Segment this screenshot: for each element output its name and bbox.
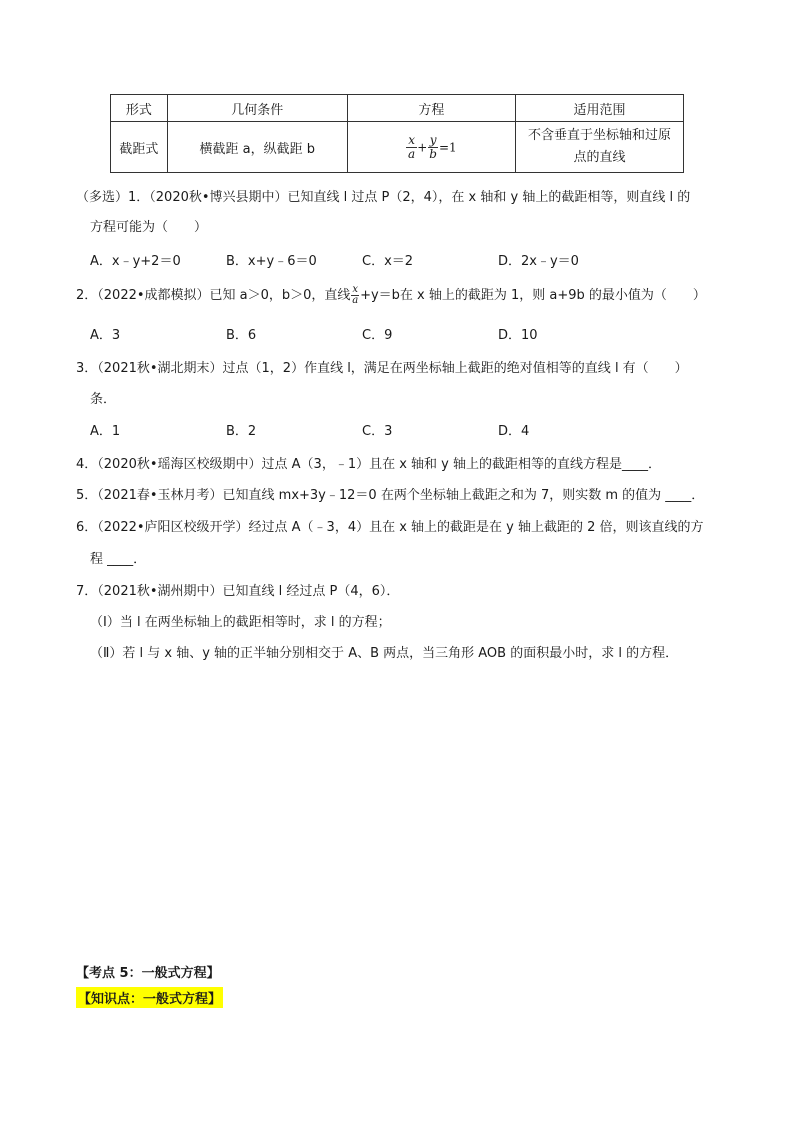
q2-option-c: C．9: [362, 328, 393, 343]
cell-condition: 横截距 a，纵截距 b: [167, 122, 347, 173]
intercept-form-table: [110, 94, 684, 173]
q2-option-a: A．3: [90, 328, 121, 343]
q3-option-c: C．3: [362, 424, 393, 439]
q3-line1: 3．（2021秋•湖北期末）过点（1，2）作直线 l，满足在两坐标轴上截距的绝对值相等的直线 l 有（ ）: [76, 361, 688, 376]
q1-options: [90, 250, 634, 269]
q1-option-c: C．x＝2: [362, 254, 414, 269]
q5-line: 5．（2021春•玉林月考）已知直线 mx+3y﹣12＝0 在两个坐标轴上截距之和为 7，则实数 m 的值为 ____．: [76, 488, 705, 503]
q7-part2: （Ⅱ）若 l 与 x 轴、y 轴的正半轴分别相交于 A、B 两点，当三角形 AOB 的面积最小时，求 l 的方程．: [90, 646, 679, 661]
q2-line1: 2．（2022•成都模拟）已知 a＞0，b＞0，直线 $\frac{x}{a}$ +y＝b在 x 轴上的截距为 1，则 a+9b 的最小值为（ ）: [76, 284, 706, 306]
q3-option-b: B．2: [226, 424, 257, 439]
q3-option-a: A．1: [90, 424, 121, 439]
header-scope: 适用范围: [515, 95, 683, 122]
cell-equation: $\frac{x}{a}$ + $\frac{y}{b}$ =1: [347, 122, 515, 173]
table-row: [111, 122, 684, 173]
section-zhishidian-heading: 【知识点：一般式方程】: [76, 987, 223, 1008]
fraction-x-over-a-inline: $\frac{x}{a}$: [352, 284, 359, 306]
q1-line1: （多选）1．（2020秋•博兴县期中）已知直线 l 过点 P（2，4），在 x 轴和 y 轴上的截距相等，则直线 l 的: [76, 190, 691, 205]
header-form: 形式: [111, 95, 168, 122]
q1-option-a: A．x﹣y+2＝0: [90, 254, 181, 269]
q7-part1: （Ⅰ）当 l 在两坐标轴上的截距相等时，求 l 的方程；: [90, 615, 391, 630]
q6-line2: 程 ____．: [90, 552, 147, 567]
q6-line1: 6．（2022•庐阳区校级开学）经过点 A（﹣3，4）且在 x 轴上的截距是在 y 轴上截距的 2 倍，则该直线的方: [76, 520, 704, 535]
q2-options: [90, 324, 634, 343]
q3-line2: 条．: [90, 392, 117, 407]
cell-form: 截距式: [111, 122, 168, 173]
q3-option-d: D．4: [498, 424, 530, 439]
q4-line: 4．（2020秋•瑶海区校级期中）过点 A（3，﹣1）且在 x 轴和 y 轴上的截距相等的直线方程是____．: [76, 457, 662, 472]
header-condition: 几何条件: [167, 95, 347, 122]
header-equation: 方程: [347, 95, 515, 122]
cell-scope: 不含垂直于坐标轴和过原 点的直线: [515, 122, 683, 173]
table-header-row: [111, 95, 684, 122]
q2-option-d: D．10: [498, 328, 538, 343]
q1-line2: 方程可能为（ ）: [90, 220, 208, 235]
fraction-x-over-a: $\frac{x}{a}$: [408, 132, 416, 161]
q2-option-b: B．6: [226, 328, 257, 343]
q1-option-d: D．2x﹣y＝0: [498, 254, 579, 269]
fraction-y-over-b: $\frac{y}{b}$: [429, 132, 437, 161]
q1-option-b: B．x+y﹣6＝0: [226, 254, 317, 269]
section-kaodian-heading: 【考点 5：一般式方程】: [76, 966, 220, 981]
q3-options: [90, 420, 634, 439]
q7-line1: 7．（2021秋•湖州期中）已知直线 l 经过点 P（4，6）．: [76, 584, 400, 599]
